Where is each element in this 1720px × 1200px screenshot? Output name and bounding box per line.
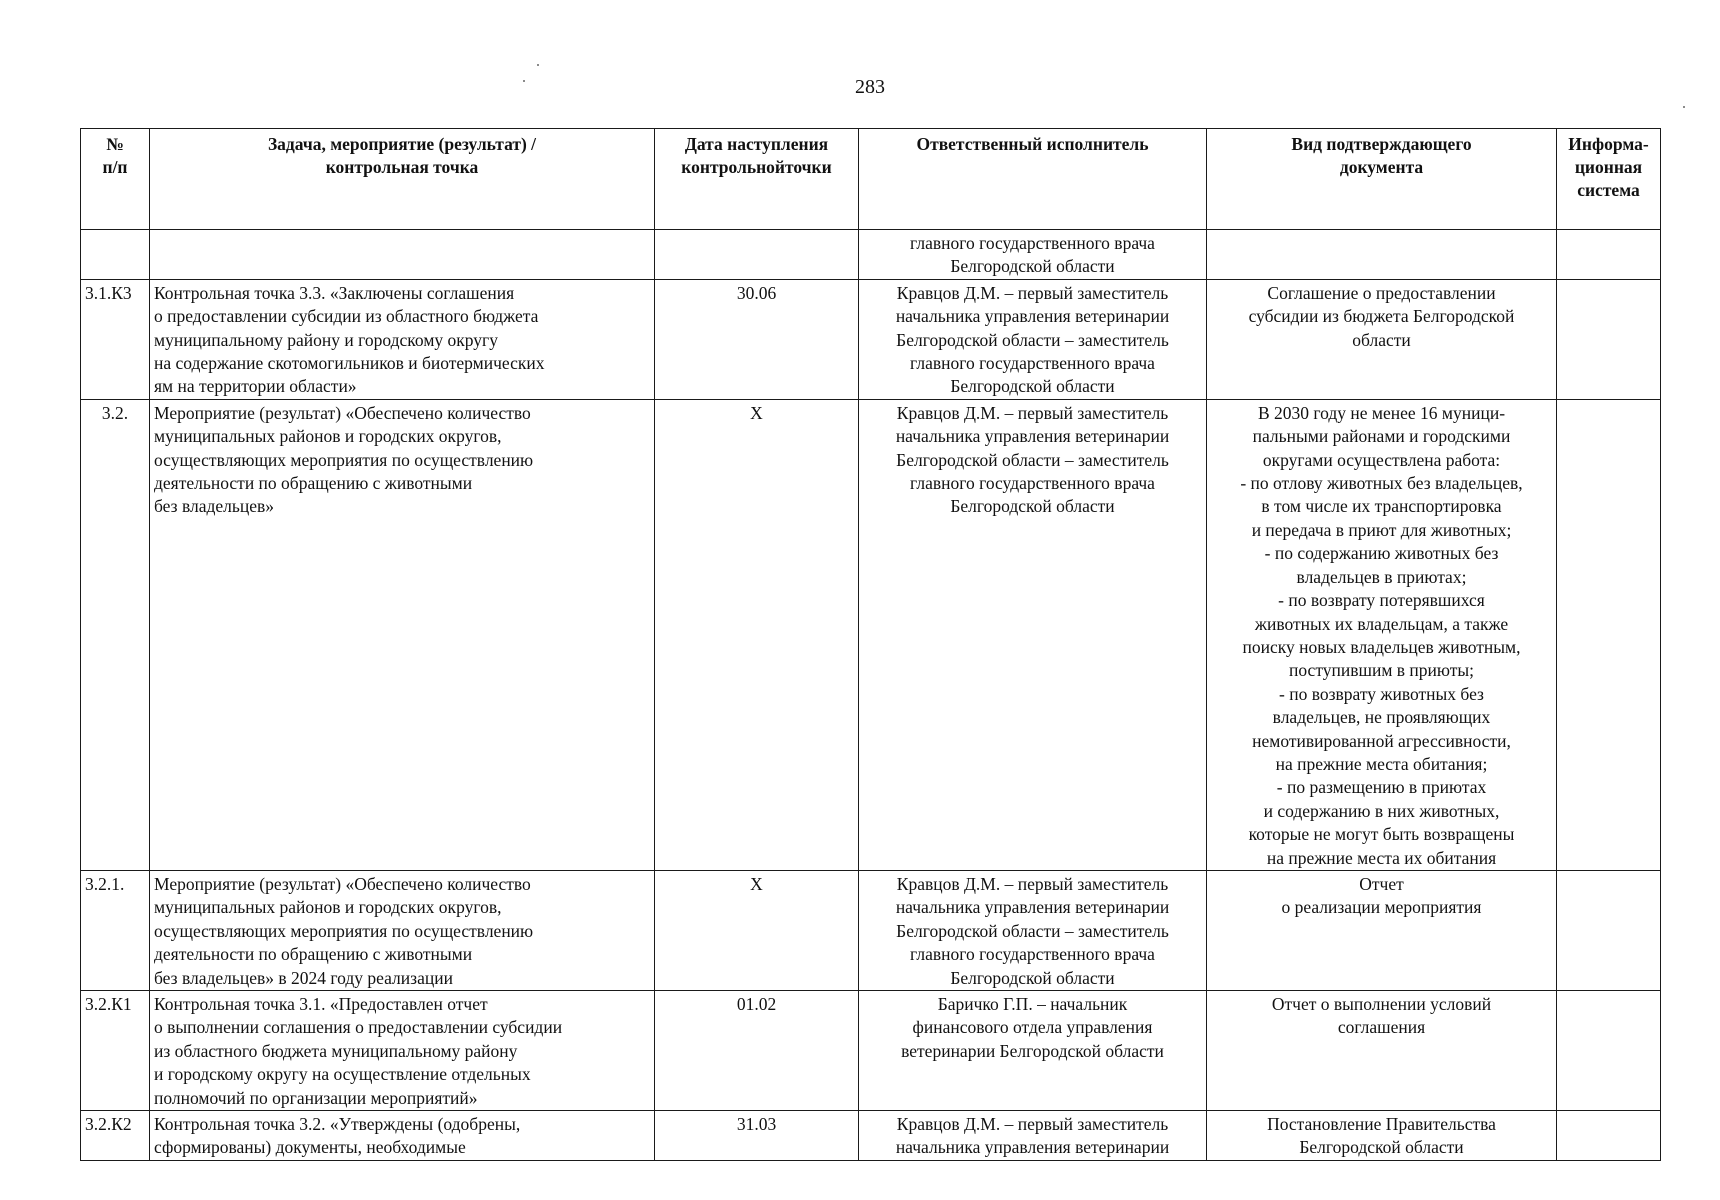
executor-cell — [859, 870, 1207, 990]
text-line: Мероприятие (результат) «Обеспечено количество — [154, 402, 531, 423]
table-row — [81, 279, 1661, 399]
text-line: - по размещению в приютах — [1276, 777, 1487, 798]
text-line: муниципальному району и городскому округу — [154, 329, 498, 350]
document-cell — [1207, 399, 1557, 870]
table-row — [81, 1111, 1661, 1161]
system-cell — [1557, 230, 1661, 280]
text-line: Кравцов Д.М. – первый заместитель — [896, 402, 1169, 423]
document-cell — [1207, 279, 1557, 399]
text-line: Мероприятие (результат) «Обеспечено количество — [154, 873, 531, 894]
task-cell — [150, 870, 655, 990]
system-cell — [1557, 279, 1661, 399]
document-cell — [1207, 991, 1557, 1111]
text-line: - по возврату животных без — [1279, 683, 1484, 704]
text-line: и городскому округу на осуществление отдельных — [154, 1064, 531, 1085]
task-cell — [150, 230, 655, 280]
text-line: Информа- — [1568, 134, 1649, 154]
scan-speck — [537, 64, 539, 66]
text-line: Белгородской области — [950, 496, 1115, 517]
text-line: Белгородской области — [950, 967, 1115, 988]
text-line: немотивированной агрессивности, — [1252, 730, 1511, 751]
text-line: поиску новых владельцев животным, — [1242, 636, 1521, 657]
executor-cell — [859, 399, 1207, 870]
row-number: 3.2.1. — [81, 870, 150, 990]
task-cell — [150, 279, 655, 399]
text-line: Белгородской области – заместитель — [896, 449, 1169, 470]
control-points-table — [80, 128, 1661, 1161]
text-line: главного государственного врача — [910, 353, 1155, 374]
row-number — [81, 230, 150, 280]
text-line: Белгородской области – заместитель — [896, 329, 1169, 350]
text-line: Белгородской области — [1299, 1137, 1464, 1158]
table-row — [81, 991, 1661, 1111]
text-line: главного государственного врача — [910, 473, 1155, 494]
header-executor — [859, 129, 1207, 230]
text-line: - по содержанию животных без — [1264, 543, 1499, 564]
document-cell — [1207, 230, 1557, 280]
text-line: Контрольная точка 3.2. «Утверждены (одобрены, — [154, 1114, 521, 1135]
row-number: 3.2. — [81, 399, 150, 870]
text-line: субсидии из бюджета Белгородской — [1248, 306, 1515, 327]
text-line: Белгородской области — [950, 376, 1115, 397]
system-cell — [1557, 1111, 1661, 1161]
text-line: система — [1577, 180, 1640, 200]
document-cell — [1207, 1111, 1557, 1161]
text-line: документа — [1339, 157, 1424, 177]
text-line: ционная — [1574, 157, 1643, 177]
text-line: муниципальных районов и городских округов, — [154, 426, 502, 447]
text-line: ветеринарии Белгородской области — [901, 1040, 1164, 1061]
executor-cell — [859, 1111, 1207, 1161]
text-line: округами осуществлена работа: — [1262, 449, 1501, 470]
text-line: пальными районами и городскими — [1252, 426, 1511, 447]
text-line: Отчет — [1359, 873, 1404, 894]
system-cell — [1557, 870, 1661, 990]
table-row — [81, 230, 1661, 280]
text-line: из областного бюджета муниципальному району — [154, 1040, 518, 1061]
text-line: на прежние места их обитания — [1266, 847, 1497, 868]
date-cell: Х — [655, 870, 859, 990]
text-line: полномочий по организации мероприятий» — [154, 1087, 478, 1108]
text-line: владельцев, не проявляющих — [1272, 707, 1491, 728]
text-line: Ответственный исполнитель — [916, 134, 1149, 154]
text-line: Вид подтверждающего — [1291, 134, 1472, 154]
text-line: осуществляющих мероприятия по осуществлению — [154, 449, 534, 470]
text-line: поступившим в приюты; — [1289, 660, 1474, 681]
executor-cell — [859, 230, 1207, 280]
text-line: начальника управления ветеринарии — [895, 306, 1170, 327]
text-line: о реализации мероприятия — [1281, 897, 1482, 918]
executor-cell — [859, 279, 1207, 399]
text-line: главного государственного врача — [910, 944, 1155, 965]
text-line: начальника управления ветеринарии — [895, 1137, 1170, 1158]
text-line: деятельности по обращению с животными — [154, 944, 473, 965]
date-cell — [655, 230, 859, 280]
text-line: деятельности по обращению с животными — [154, 473, 473, 494]
text-line: о предоставлении субсидии из областного бюджета — [154, 306, 539, 327]
task-cell — [150, 1111, 655, 1161]
text-line: Постановление Правительства — [1267, 1114, 1496, 1135]
scan-speck — [523, 80, 525, 82]
header-document — [1207, 129, 1557, 230]
text-line: Дата наступления — [684, 134, 829, 154]
text-line: владельцев в приютах; — [1296, 566, 1467, 587]
text-line: сформированы) документы, необходимые — [154, 1137, 466, 1158]
text-line: и содержанию в них животных, — [1263, 800, 1500, 821]
task-cell — [150, 399, 655, 870]
text-line: Белгородской области – заместитель — [896, 920, 1169, 941]
table-row — [81, 399, 1661, 870]
scan-speck — [1683, 106, 1685, 108]
text-line: в том числе их транспортировка — [1261, 496, 1502, 517]
text-line: № — [106, 134, 124, 154]
system-cell — [1557, 399, 1661, 870]
text-line: животных их владельцам, а также — [1254, 613, 1509, 634]
row-number: 3.1.К3 — [81, 279, 150, 399]
text-line: соглашения — [1337, 1017, 1426, 1038]
text-line: контрольная точка — [325, 157, 479, 177]
header-system — [1557, 129, 1661, 230]
header-task — [150, 129, 655, 230]
system-cell — [1557, 991, 1661, 1111]
text-line: Соглашение о предоставлении — [1267, 282, 1496, 303]
text-line: - по отлову животных без владельцев, — [1240, 473, 1523, 494]
text-line: осуществляющих мероприятия по осуществлению — [154, 920, 534, 941]
text-line: на прежние места обитания; — [1275, 753, 1488, 774]
text-line: контрольнойточки — [681, 157, 832, 177]
text-line: начальника управления ветеринарии — [895, 897, 1170, 918]
date-cell: 01.02 — [655, 991, 859, 1111]
text-line: п/п — [102, 157, 128, 177]
row-number: 3.2.К1 — [81, 991, 150, 1111]
text-line: и передача в приют для животных; — [1251, 519, 1512, 540]
text-line: о выполнении соглашения о предоставлении субсидии — [154, 1017, 563, 1038]
text-line: главного государственного врача — [910, 233, 1155, 253]
text-line: Отчет о выполнении условий — [1271, 994, 1492, 1014]
text-line: ям на территории области» — [154, 376, 357, 397]
table-row — [81, 870, 1661, 990]
text-line: начальника управления ветеринарии — [895, 426, 1170, 447]
text-line: муниципальных районов и городских округов, — [154, 897, 502, 918]
text-line: Задача, мероприятие (результат) / — [267, 134, 537, 154]
text-line: - по возврату потерявшихся — [1278, 590, 1485, 611]
text-line: Кравцов Д.М. – первый заместитель — [896, 1114, 1169, 1135]
row-number: 3.2.К2 — [81, 1111, 150, 1161]
header-num — [81, 129, 150, 230]
document-cell — [1207, 870, 1557, 990]
text-line: на содержание скотомогильников и биотермических — [154, 353, 545, 374]
date-cell: 30.06 — [655, 279, 859, 399]
text-line: Контрольная точка 3.1. «Предоставлен отчет — [154, 994, 488, 1014]
text-line: финансового отдела управления — [912, 1017, 1153, 1038]
date-cell: Х — [655, 399, 859, 870]
text-line: Кравцов Д.М. – первый заместитель — [896, 282, 1169, 303]
executor-cell — [859, 991, 1207, 1111]
date-cell: 31.03 — [655, 1111, 859, 1161]
text-line: Контрольная точка 3.3. «Заключены соглашения — [154, 282, 515, 303]
text-line: Баричко Г.П. – начальник — [937, 994, 1128, 1014]
text-line: без владельцев» в 2024 году реализации — [154, 967, 453, 988]
text-line: без владельцев» — [154, 496, 275, 517]
header-date — [655, 129, 859, 230]
text-line: области — [1352, 329, 1411, 350]
task-cell — [150, 991, 655, 1111]
page-number: 283 — [855, 76, 885, 98]
text-line: Белгородской области — [950, 256, 1115, 277]
text-line: В 2030 году не менее 16 муници- — [1257, 402, 1506, 423]
text-line: которые не могут быть возвращены — [1248, 824, 1515, 845]
table-header — [81, 129, 1661, 230]
text-line: Кравцов Д.М. – первый заместитель — [896, 873, 1169, 894]
